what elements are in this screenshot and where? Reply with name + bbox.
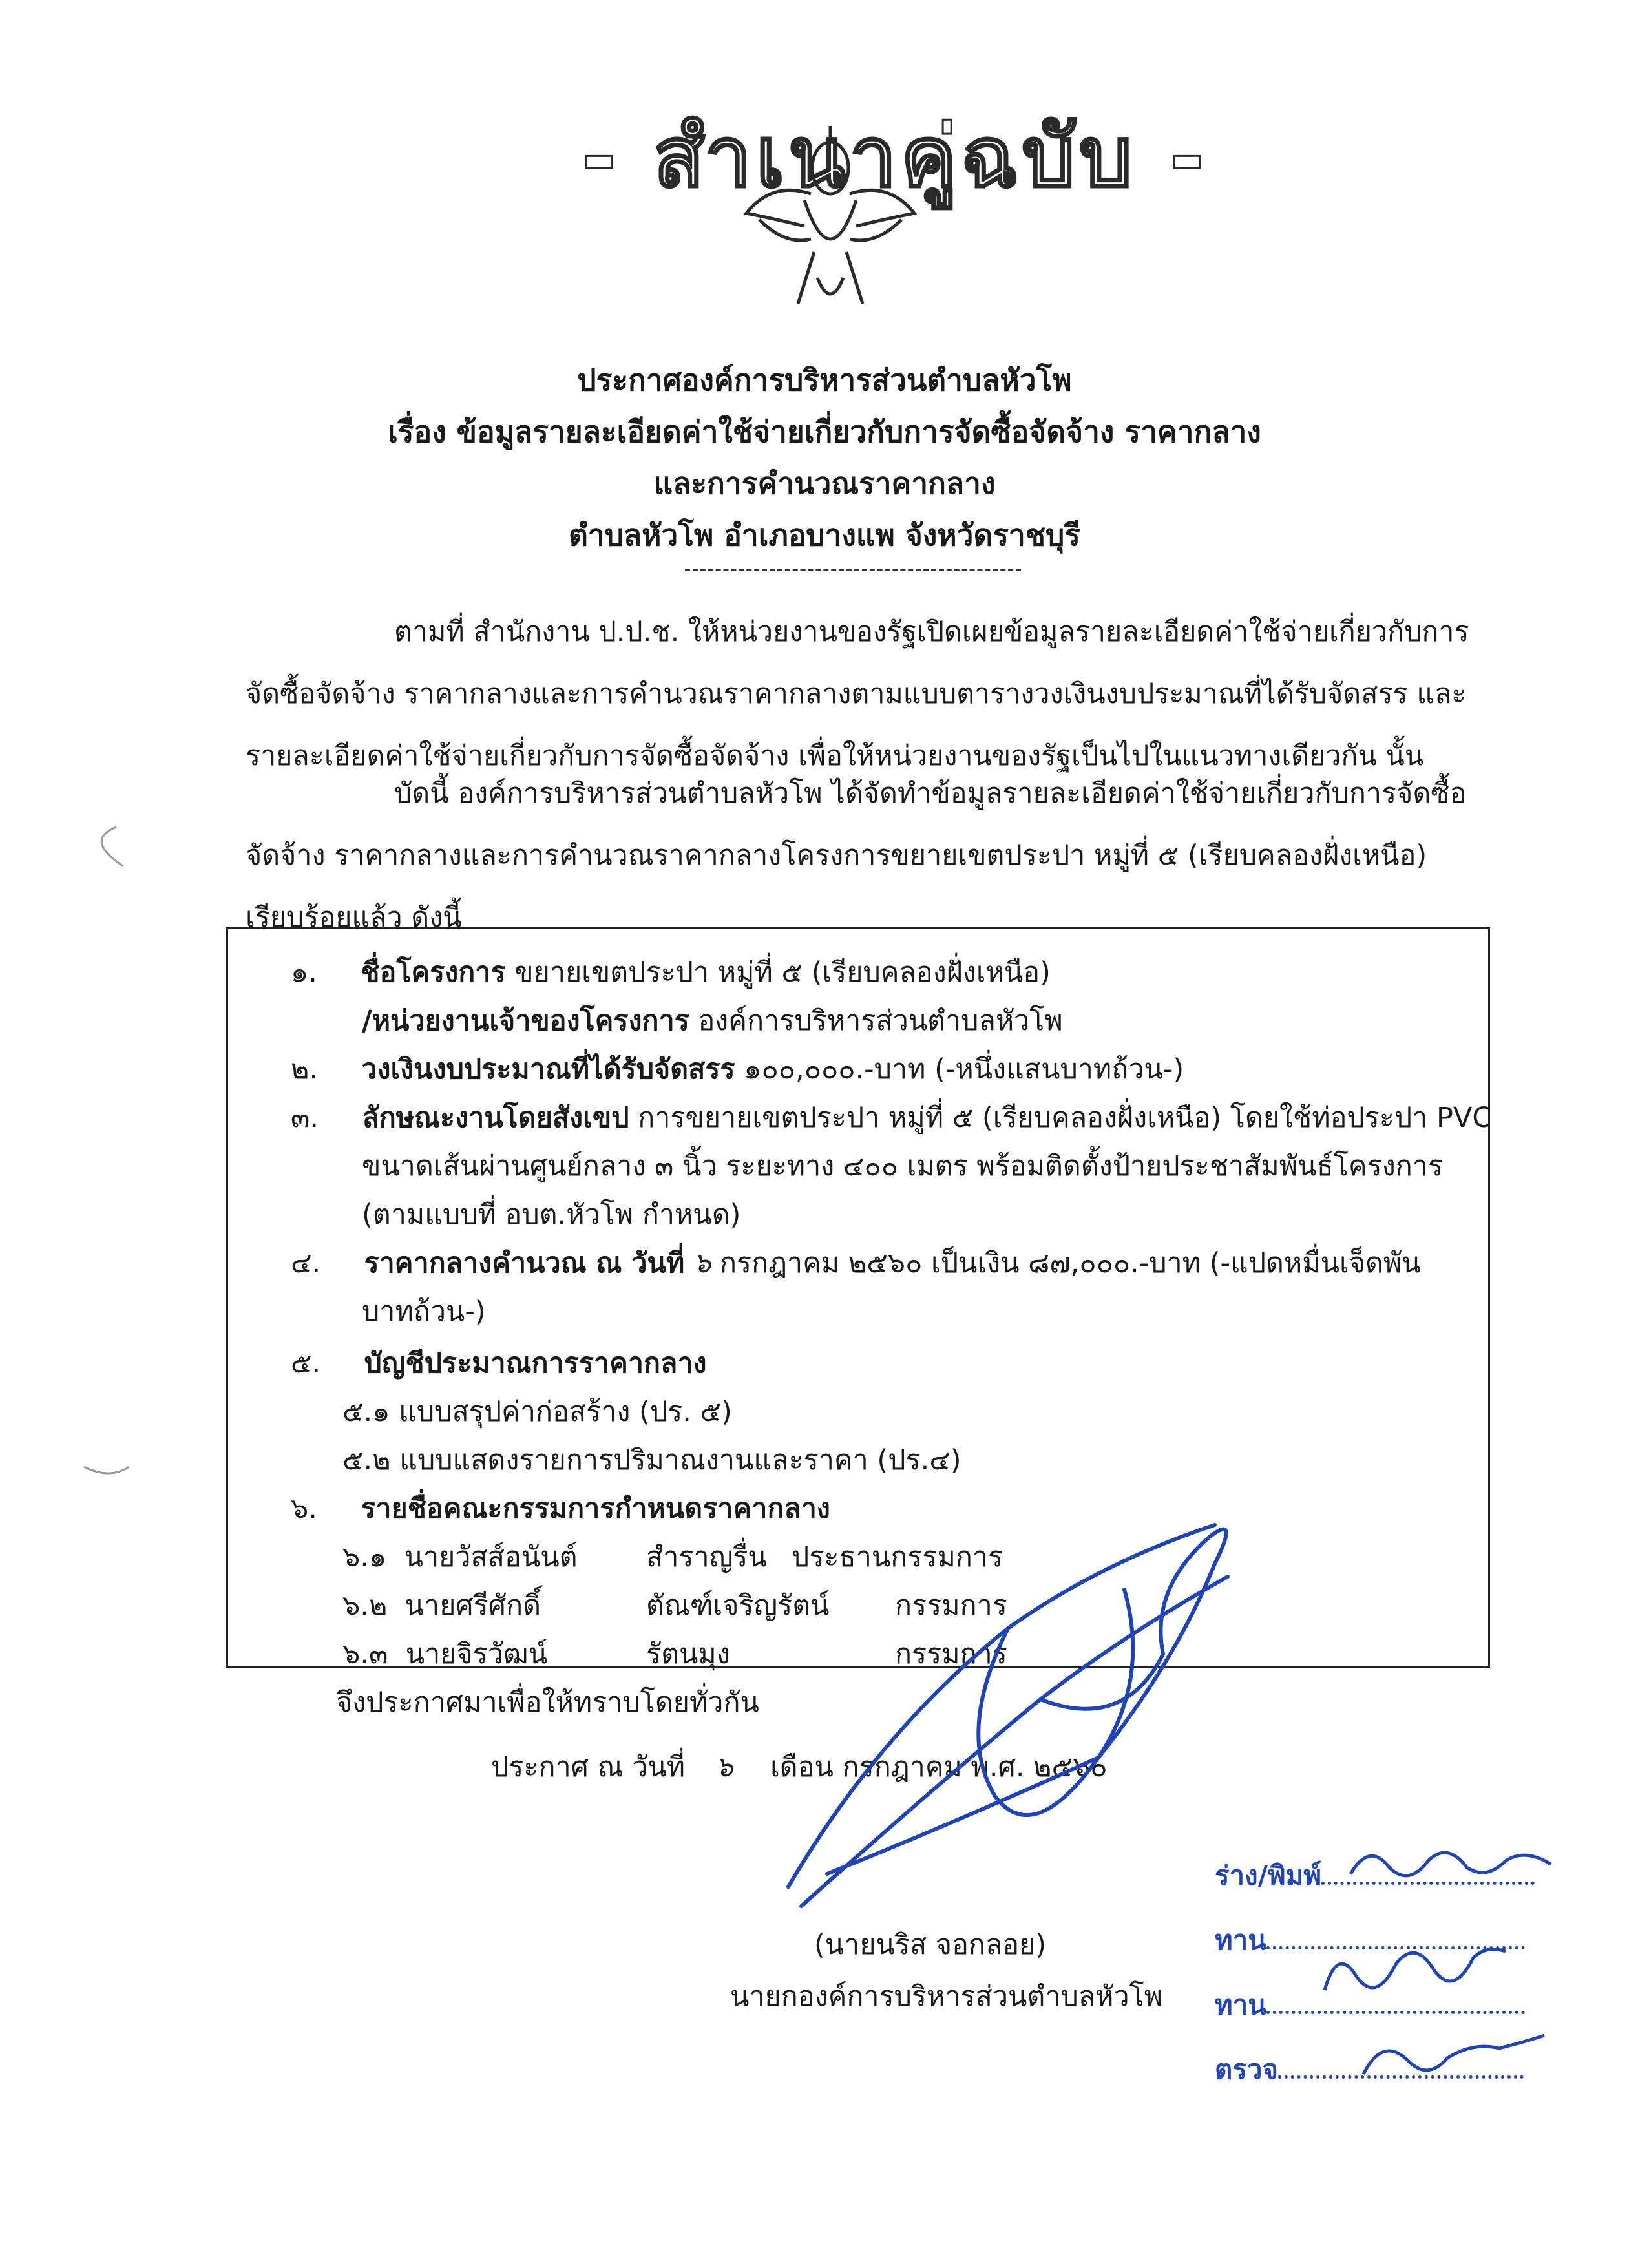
header-title-1: ประกาศองค์การบริหารส่วนตำบลหัวโพ	[577, 362, 1072, 397]
copy-stamp: - สำเนาคู่ฉบับ -	[582, 108, 1208, 206]
paragraph-1-line: ตามที่ สำนักงาน ป.ป.ช. ให้หน่วยงานของรัฐเปิดเผยข้อมูลรายละเอียดค่าใช้จ่ายเกี่ยวกับการ	[394, 616, 1469, 648]
header-divider	[685, 569, 1021, 571]
paragraph-2-line: บัดนี้ องค์การบริหารส่วนตำบลหัวโพ ได้จัดทำข้อมูลรายละเอียดค่าใช้จ่ายเกี่ยวกับการจัดซื้อ	[394, 777, 1467, 810]
item-value: ๑๐๐,๐๐๐.-บาท (-หนึ่งแสนบาทถ้วน-)	[735, 1053, 1184, 1086]
review-label: ตรวจ	[1215, 2053, 1279, 2085]
paragraph-2-line: จัดจ้าง ราคากลางและการคำนวณราคากลางโครงการขยายเขตประปา หมู่ที่ ๕ (เรียบคลองฝั่งเหนือ)	[246, 839, 1427, 872]
item-label: ราคากลางคำนวณ ณ วันที่	[364, 1247, 685, 1279]
paragraph-2	[246, 762, 1466, 949]
item-value: การขยายเขตประปา หมู่ที่ ๕ (เรียบคลองฝั่งเหนือ) โดยใช้ท่อประปา PVC	[629, 1102, 1492, 1134]
review-label: ร่าง/พิมพ์	[1215, 1860, 1322, 1891]
item-label: วงเงินงบประมาณที่ได้รับจัดสรร	[361, 1053, 735, 1086]
review-label: ทาน	[1215, 1989, 1266, 2021]
item-2	[291, 1047, 1184, 1091]
committee-role: ประธานกรรมการ	[792, 1541, 1003, 1573]
initials-icon	[1344, 1829, 1564, 1906]
announce-month: เดือน กรกฎาคม พ.ศ. ๒๕๖๐	[770, 1751, 1108, 1783]
committee-name: นายศรีศักดิ์	[404, 1590, 541, 1622]
punch-mark-icon	[78, 1441, 136, 1493]
item-value: องค์การบริหารส่วนตำบลหัวโพ	[689, 1005, 1063, 1037]
header-title-4: ตำบลหัวโพ อำเภอบางแพ จังหวัดราชบุรี	[569, 518, 1080, 552]
committee-role: กรรมการ	[895, 1590, 1007, 1622]
header-title-3: และการคำนวณราคากลาง	[653, 466, 996, 501]
item-5-1: ๕.๑ แบบสรุปค่าก่อสร้าง (ปร. ๕)	[342, 1396, 732, 1428]
item-number: ๕.	[291, 1347, 321, 1380]
punch-mark-icon	[78, 821, 136, 872]
item-5	[291, 1341, 707, 1385]
committee-no: ๖.๓	[342, 1638, 388, 1670]
item-3-line-2: ขนาดเส้นผ่านศูนย์กลาง ๓ นิ้ว ระยะทาง ๔๐๐ เมตร พร้อมติดตั้งป้ายประชาสัมพันธ์โครงการ	[362, 1150, 1443, 1182]
committee-surname: ตัณฑ์เจริญรัตน์	[646, 1590, 830, 1622]
handwritten-day: ๖	[715, 1751, 733, 1783]
item-label: ชื่อโครงการ	[361, 956, 506, 989]
closing-line: จึงประกาศมาเพื่อให้ทราบโดยทั่วกัน	[336, 1686, 759, 1719]
committee-name: นายวัสส์อนันต์	[404, 1541, 578, 1573]
item-4-line-2: บาทถ้วน-)	[362, 1296, 486, 1328]
item-3-line-3: (ตามแบบที่ อบต.หัวโพ กำหนด)	[362, 1199, 741, 1231]
item-number: ๔.	[291, 1247, 321, 1279]
item-3	[291, 1095, 1491, 1139]
committee-no: ๖.๑	[342, 1541, 387, 1573]
item-number: ๖.	[291, 1493, 317, 1525]
committee-no: ๖.๒	[342, 1590, 388, 1622]
garuda-emblem-icon	[733, 123, 927, 317]
item-number: ๓.	[291, 1102, 319, 1134]
committee-row	[342, 1632, 547, 1675]
initials-icon	[1318, 1932, 1512, 2010]
item-5-2: ๕.๒ แบบแสดงรายการปริมาณงานและราคา (ปร.๔)	[342, 1444, 961, 1476]
handwritten-day: ๖	[693, 1247, 711, 1279]
item-4	[291, 1241, 1421, 1285]
committee-name: นายจิรวัฒน์	[405, 1638, 548, 1670]
announce-prefix: ประกาศ ณ วันที่	[491, 1751, 686, 1783]
item-value: ขยายเขตประปา หมู่ที่ ๕ (เรียบคลองฝั่งเหนือ)	[505, 956, 1051, 989]
review-label: ทาน	[1215, 1924, 1266, 1956]
item-label: รายชื่อคณะกรรมการกำหนดราคากลาง	[361, 1493, 830, 1525]
item-number: ๒.	[291, 1053, 319, 1086]
item-label: ลักษณะงานโดยสังเขป	[362, 1102, 629, 1134]
paragraph-2-line: เรียบร้อยแล้ว ดังนี้	[246, 901, 462, 934]
item-1	[291, 950, 1051, 994]
header-title-2: เรื่อง ข้อมูลรายละเอียดค่าใช้จ่ายเกี่ยวกับการจัดซื้อจัดจ้าง ราคากลาง	[388, 414, 1261, 449]
committee-surname: รัตนมุง	[646, 1638, 730, 1670]
item-label: /หน่วยงานเจ้าของโครงการ	[362, 1005, 689, 1037]
item-number: ๑.	[291, 956, 317, 989]
signer-position: นายกองค์การบริหารส่วนตำบลหัวโพ	[730, 1980, 1163, 2013]
paragraph-1-line: รายละเอียดค่าใช้จ่ายเกี่ยวกับการจัดซื้อจัดจ้าง เพื่อให้หน่วยงานของรัฐเป็นไปในแนวทางเดียวกัน นั้น	[246, 740, 1424, 772]
initials-icon	[1357, 2022, 1551, 2087]
committee-row	[342, 1583, 541, 1627]
item-label: บัญชีประมาณการราคากลาง	[364, 1347, 707, 1380]
paragraph-1	[246, 601, 1469, 787]
signer-name: (นายนริส จอกลอย)	[814, 1929, 1047, 1961]
item-1b	[362, 998, 1063, 1042]
committee-surname: สำราญรื่น	[646, 1541, 767, 1573]
item-6	[291, 1486, 830, 1530]
committee-row	[342, 1535, 578, 1579]
item-value: กรกฎาคม ๒๕๖๐ เป็นเงิน ๘๗,๐๐๐.-บาท (-แปดหมื่นเจ็ดพัน	[711, 1247, 1421, 1279]
committee-role: กรรมการ	[895, 1638, 1007, 1670]
paragraph-1-line: จัดซื้อจัดจ้าง ราคากลางและการคำนวณราคากลางตามแบบตารางวงเงินงบประมาณที่ได้รับจัดสรร และ	[246, 678, 1467, 710]
